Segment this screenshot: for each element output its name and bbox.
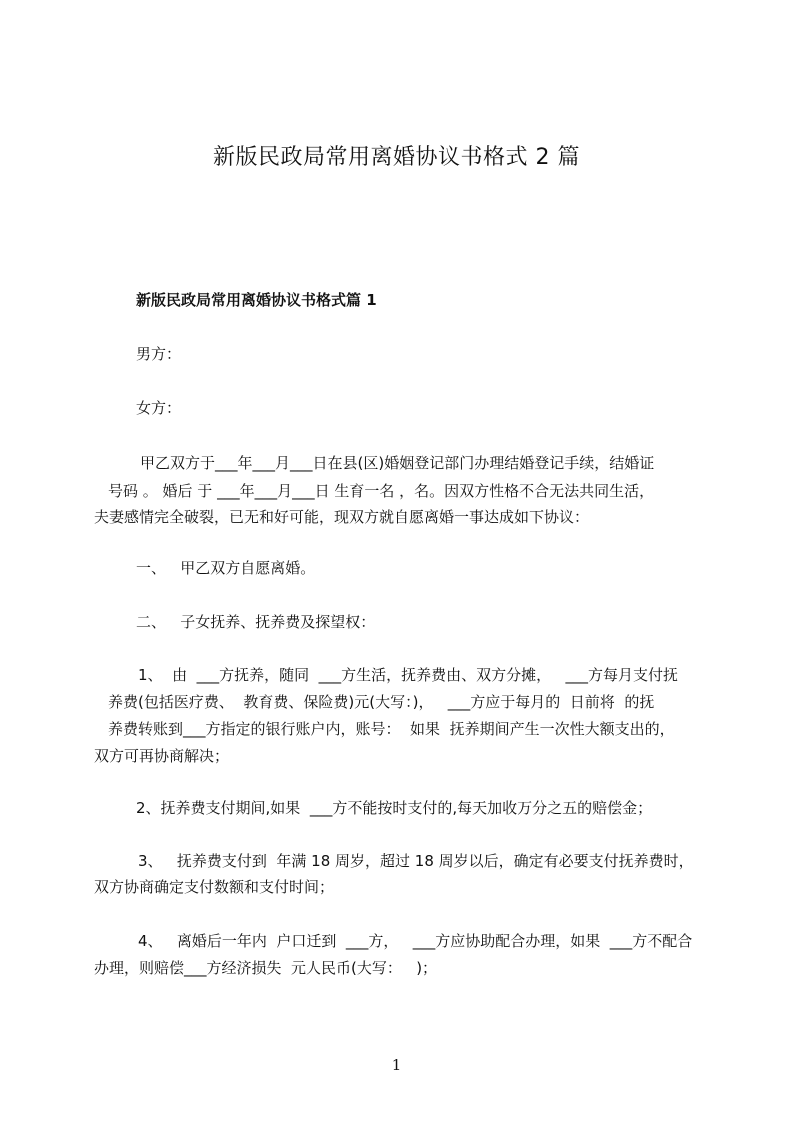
- item-1-line-1: 1、 由 ___方抚养，随同 ___方生活，抚养费由、双方分摊， ___方每月支付抚: [138, 666, 678, 684]
- clause-2: 二、 子女抚养、抚养费及探望权：: [136, 613, 376, 631]
- page-number: 1: [391, 1056, 402, 1074]
- female-party-label: 女方：: [136, 399, 182, 417]
- section-heading: 新版民政局常用离婚协议书格式篇 1: [136, 291, 377, 309]
- item-2: 2、抚养费支付期间,如果 ___方不能按时支付的,每天加收万分之五的赔偿金；: [136, 799, 653, 817]
- document-title: 新版民政局常用离婚协议书格式 2 篇: [213, 145, 580, 170]
- intro-line-2: 号码 。 婚后 于 ___年___月___日 生育一名 ，名。因双方性格不合无法共同生活，: [108, 482, 655, 500]
- male-party-label: 男方：: [136, 345, 182, 363]
- item-3-line-1: 3、 抚养费支付到 年满 18 周岁，超过 18 周岁以后，确定有必要支付抚养费时，: [138, 852, 694, 870]
- item-1-line-4: 双方可再协商解决；: [94, 747, 230, 765]
- clause-1: 一、 甲乙双方自愿离婚。: [136, 559, 316, 577]
- item-1-line-2: 养费(包括医疗费、 教育费、保险费)元(大写：)， ___方应于每月的 日前将 的抚: [108, 693, 655, 711]
- item-4-line-1: 4、 离婚后一年内 户口迁到 ___方， ___方应协助配合办理，如果 ___方不配合: [138, 932, 693, 950]
- item-3-line-2: 双方协商确定支付数额和支付时间；: [94, 878, 335, 896]
- item-4-line-2: 办理，则赔偿___方经济损失 元人民币(大写： )；: [94, 959, 438, 977]
- intro-line-1: 甲乙双方于___年___月___日在县(区)婚姻登记部门办理结婚登记手续，结婚证: [140, 454, 655, 472]
- intro-line-3: 夫妻感情完全破裂，已无和好可能，现双方就自愿离婚一事达成如下协议：: [94, 508, 590, 526]
- item-1-line-3: 养费转账到___方指定的银行账户内，账号： 如果 抚养期间产生一次性大额支出的，: [108, 720, 675, 738]
